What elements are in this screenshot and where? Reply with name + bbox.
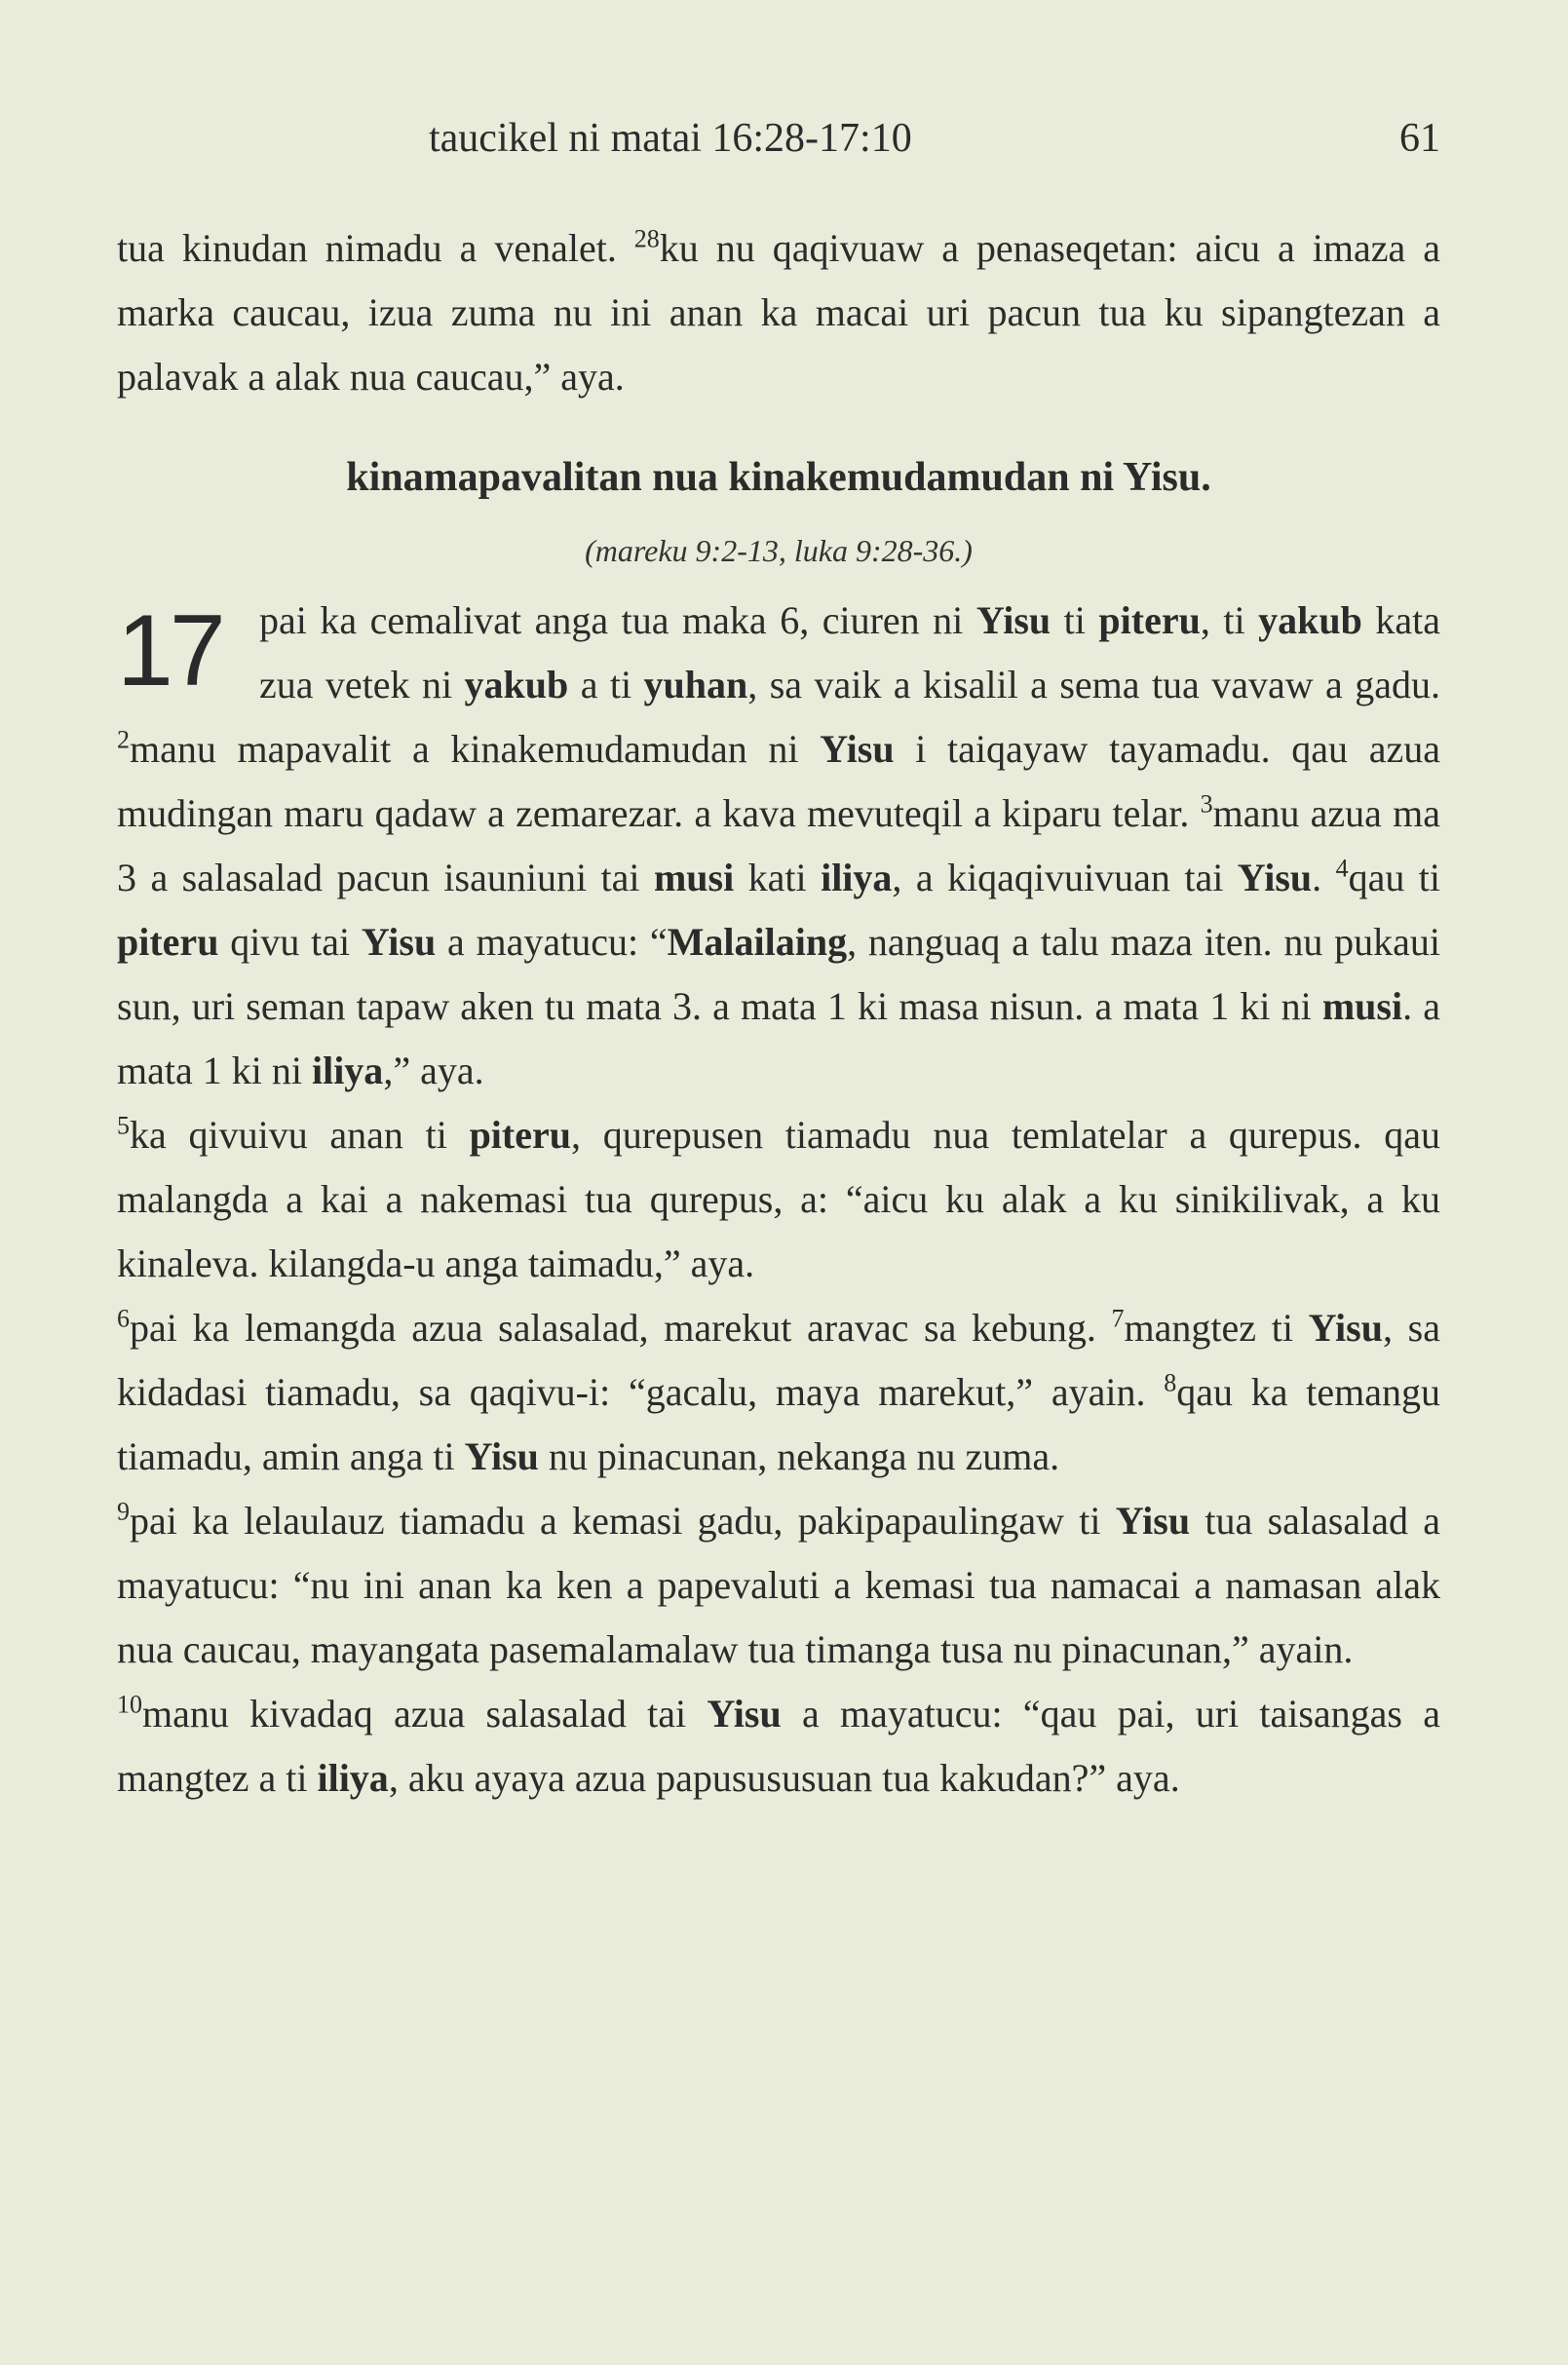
name-musi: musi (653, 856, 735, 899)
running-head (117, 115, 1440, 173)
verse-number: 10 (117, 1690, 142, 1719)
chapter-17-block (117, 589, 1440, 1103)
paragraph-verse-6-8 (117, 1296, 1440, 1489)
text: tua salasalad a mayatucu: “nu ini anan ka ken a papevaluti a kemasi tua namacai a namasan alak nua caucau, mayangata pasemalamalaw tua timanga tusa nu pinacunan,” ayain. (117, 1499, 1440, 1671)
chapter-number: 17 (117, 594, 222, 707)
name-yakub: yakub (1258, 598, 1362, 642)
section-heading: kinamapavalitan nua kinakemudamudan ni Yisu. (346, 455, 1211, 500)
name-iliya: iliya (317, 1756, 389, 1800)
text: ku nu qaqivuaw a penaseqetan: aicu a imaza a marka caucau, izua zuma nu ini anan ka macai uri pacun tua ku sipangtezan a palavak a alak nua caucau,” aya. (117, 226, 1440, 399)
text: kata zua vetek ni (259, 598, 1440, 706)
name-yuhan: yuhan (643, 663, 748, 706)
name-yisu: Yisu (464, 1434, 539, 1478)
text: , ti (1200, 598, 1259, 642)
text: mangtez ti (1124, 1306, 1309, 1350)
name-musi: musi (1321, 984, 1403, 1028)
verse-number: 9 (117, 1497, 130, 1526)
text: qau ti (1348, 856, 1441, 899)
text: a mayatucu: “qau pai, uri taisangas a mangtez a ti (117, 1692, 1441, 1800)
paragraph-verse-5 (117, 1103, 1440, 1296)
text: qau ka temangu tiamadu, amin anga ti (117, 1370, 1440, 1478)
name-piteru: piteru (469, 1113, 571, 1157)
book-page (117, 0, 1440, 2365)
text: , nanguaq a talu maza iten. nu pukaui sun, uri seman tapaw aken tu mata 3. a mata 1 ki masa nisun. a mata 1 ki ni (117, 920, 1441, 1028)
paragraph-verse-28 (117, 216, 1440, 409)
text: , qurepusen tiamadu nua temlatelar a qurepus. qau malangda a kai a nakemasi tua qurepus, a: “aicu ku alak a ku sinikilivak, a ku kinaleva. kilangda-u anga taimadu,” aya. (117, 1113, 1441, 1285)
verse-number: 28 (633, 224, 660, 253)
name-piteru: piteru (117, 920, 219, 964)
verse-number: 5 (117, 1111, 130, 1140)
cross-references: (mareku 9:2-13, luka 9:28-36.) (585, 533, 973, 568)
name-yisu: Yisu (1308, 1306, 1383, 1350)
text: . (1312, 856, 1336, 899)
name-yisu: Yisu (707, 1692, 782, 1736)
text: , sa kidadasi tiamadu, sa qaqivu-i: “gacalu, maya marekut,” ayain. (117, 1306, 1440, 1414)
text: manu kivadaq azua salasalad tai (142, 1692, 708, 1736)
verse-number: 8 (1164, 1368, 1177, 1397)
paragraph-verse-10 (117, 1682, 1440, 1811)
name-yakub: yakub (464, 663, 569, 706)
text: tua kinudan nimadu a venalet. (117, 226, 634, 270)
name-yisu: Yisu (975, 598, 1052, 642)
text: kati (734, 856, 822, 899)
text: . a mata 1 ki ni (117, 984, 1441, 1092)
text: i taiqayaw tayamadu. qau azua mudingan maru qadaw a zemarezar. a kava mevuteqil a kiparu telar. (117, 727, 1440, 835)
text: manu mapavalit a kinakemudamudan ni (130, 727, 821, 771)
text: ka qivuivu anan ti (130, 1113, 470, 1157)
name-yisu: Yisu (1115, 1499, 1191, 1543)
name-iliya: iliya (311, 1049, 384, 1092)
text: ,” aya. (383, 1049, 484, 1092)
text: pai ka lelaulauz tiamadu a kemasi gadu, pakipapaulingaw ti (130, 1499, 1116, 1543)
text: , sa vaik a kisalil a sema tua vavaw a gadu. (747, 663, 1440, 706)
name-piteru: piteru (1098, 598, 1201, 642)
text: a mayatucu: “ (436, 920, 668, 964)
paragraph-verse-1-4 (117, 589, 1440, 1103)
name-yisu: Yisu (820, 727, 895, 771)
name-yisu: Yisu (1237, 856, 1313, 899)
verse-number: 3 (1200, 789, 1213, 819)
text: pai ka lemangda azua salasalad, marekut aravac sa kebung. (130, 1306, 1112, 1350)
running-head-title: taucikel ni matai 16:28-17:10 (429, 116, 912, 161)
verse-number: 6 (117, 1304, 130, 1333)
page-number: 61 (1399, 116, 1440, 161)
verse-number: 7 (1111, 1304, 1125, 1333)
body-text (117, 216, 1440, 1811)
paragraph-verse-9 (117, 1489, 1440, 1682)
text: , aku ayaya azua papusususuan tua kakudan?” aya. (388, 1756, 1180, 1800)
text: , a kiqaqivuivuan tai (892, 856, 1238, 899)
text: ti (1051, 598, 1099, 642)
verse-number: 2 (117, 725, 130, 754)
text: qivu tai (218, 920, 362, 964)
text: pai ka cemalivat anga tua maka 6, ciuren ni (259, 598, 976, 642)
text: a ti (568, 663, 644, 706)
word-malailaing: Malailaing (667, 920, 848, 964)
text: manu azua ma 3 a salasalad pacun isauniuni tai (117, 791, 1440, 899)
text: nu pinacunan, nekanga nu zuma. (538, 1434, 1060, 1478)
verse-number: 4 (1335, 854, 1349, 883)
name-yisu: Yisu (361, 920, 437, 964)
name-iliya: iliya (821, 856, 893, 899)
